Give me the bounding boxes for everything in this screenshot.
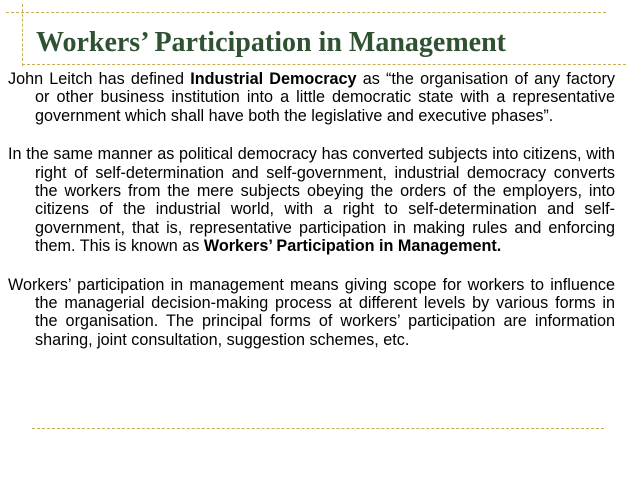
paragraph-political-democracy	[8, 145, 615, 255]
paragraph-2-text-start: In the same manner as political democracy has converted subjects into citizens, with right of self-determination and self-government, industrial democracy converts the workers from the mere subjects obeying the orders of the employers, into citizens of the industrial world, with a right to self-determination and self-government, that is, representative participation in making rules and enforcing them. This is known as	[8, 145, 615, 256]
paragraph-1-text-end: as “the organisation of any factory or other business institution into a little democratic state with a representative government which shall have both the legislative and executive phases”.	[35, 70, 615, 125]
paragraph-2-bold-term: Workers’ Participation in Management.	[203, 237, 502, 256]
bottom-rule	[32, 428, 604, 429]
paragraph-1-bold-term: Industrial Democracy	[190, 70, 357, 88]
slide-body	[8, 70, 615, 369]
slide-title: Workers’ Participation in Management	[36, 27, 506, 58]
title-underline-rule	[22, 64, 626, 65]
paragraph-industrial-democracy	[8, 70, 615, 125]
left-rule	[22, 4, 23, 66]
paragraph-1-text-start: John Leitch has defined	[8, 70, 191, 88]
paragraph-workers-participation-definition: Workers’ participation in management means giving scope for workers to influence the managerial decision-making process at different levels by various forms in the organisation. The principal forms of workers’ participation are information sharing, joint consultation, suggestion schemes, etc.	[8, 275, 615, 349]
top-rule	[6, 12, 606, 13]
